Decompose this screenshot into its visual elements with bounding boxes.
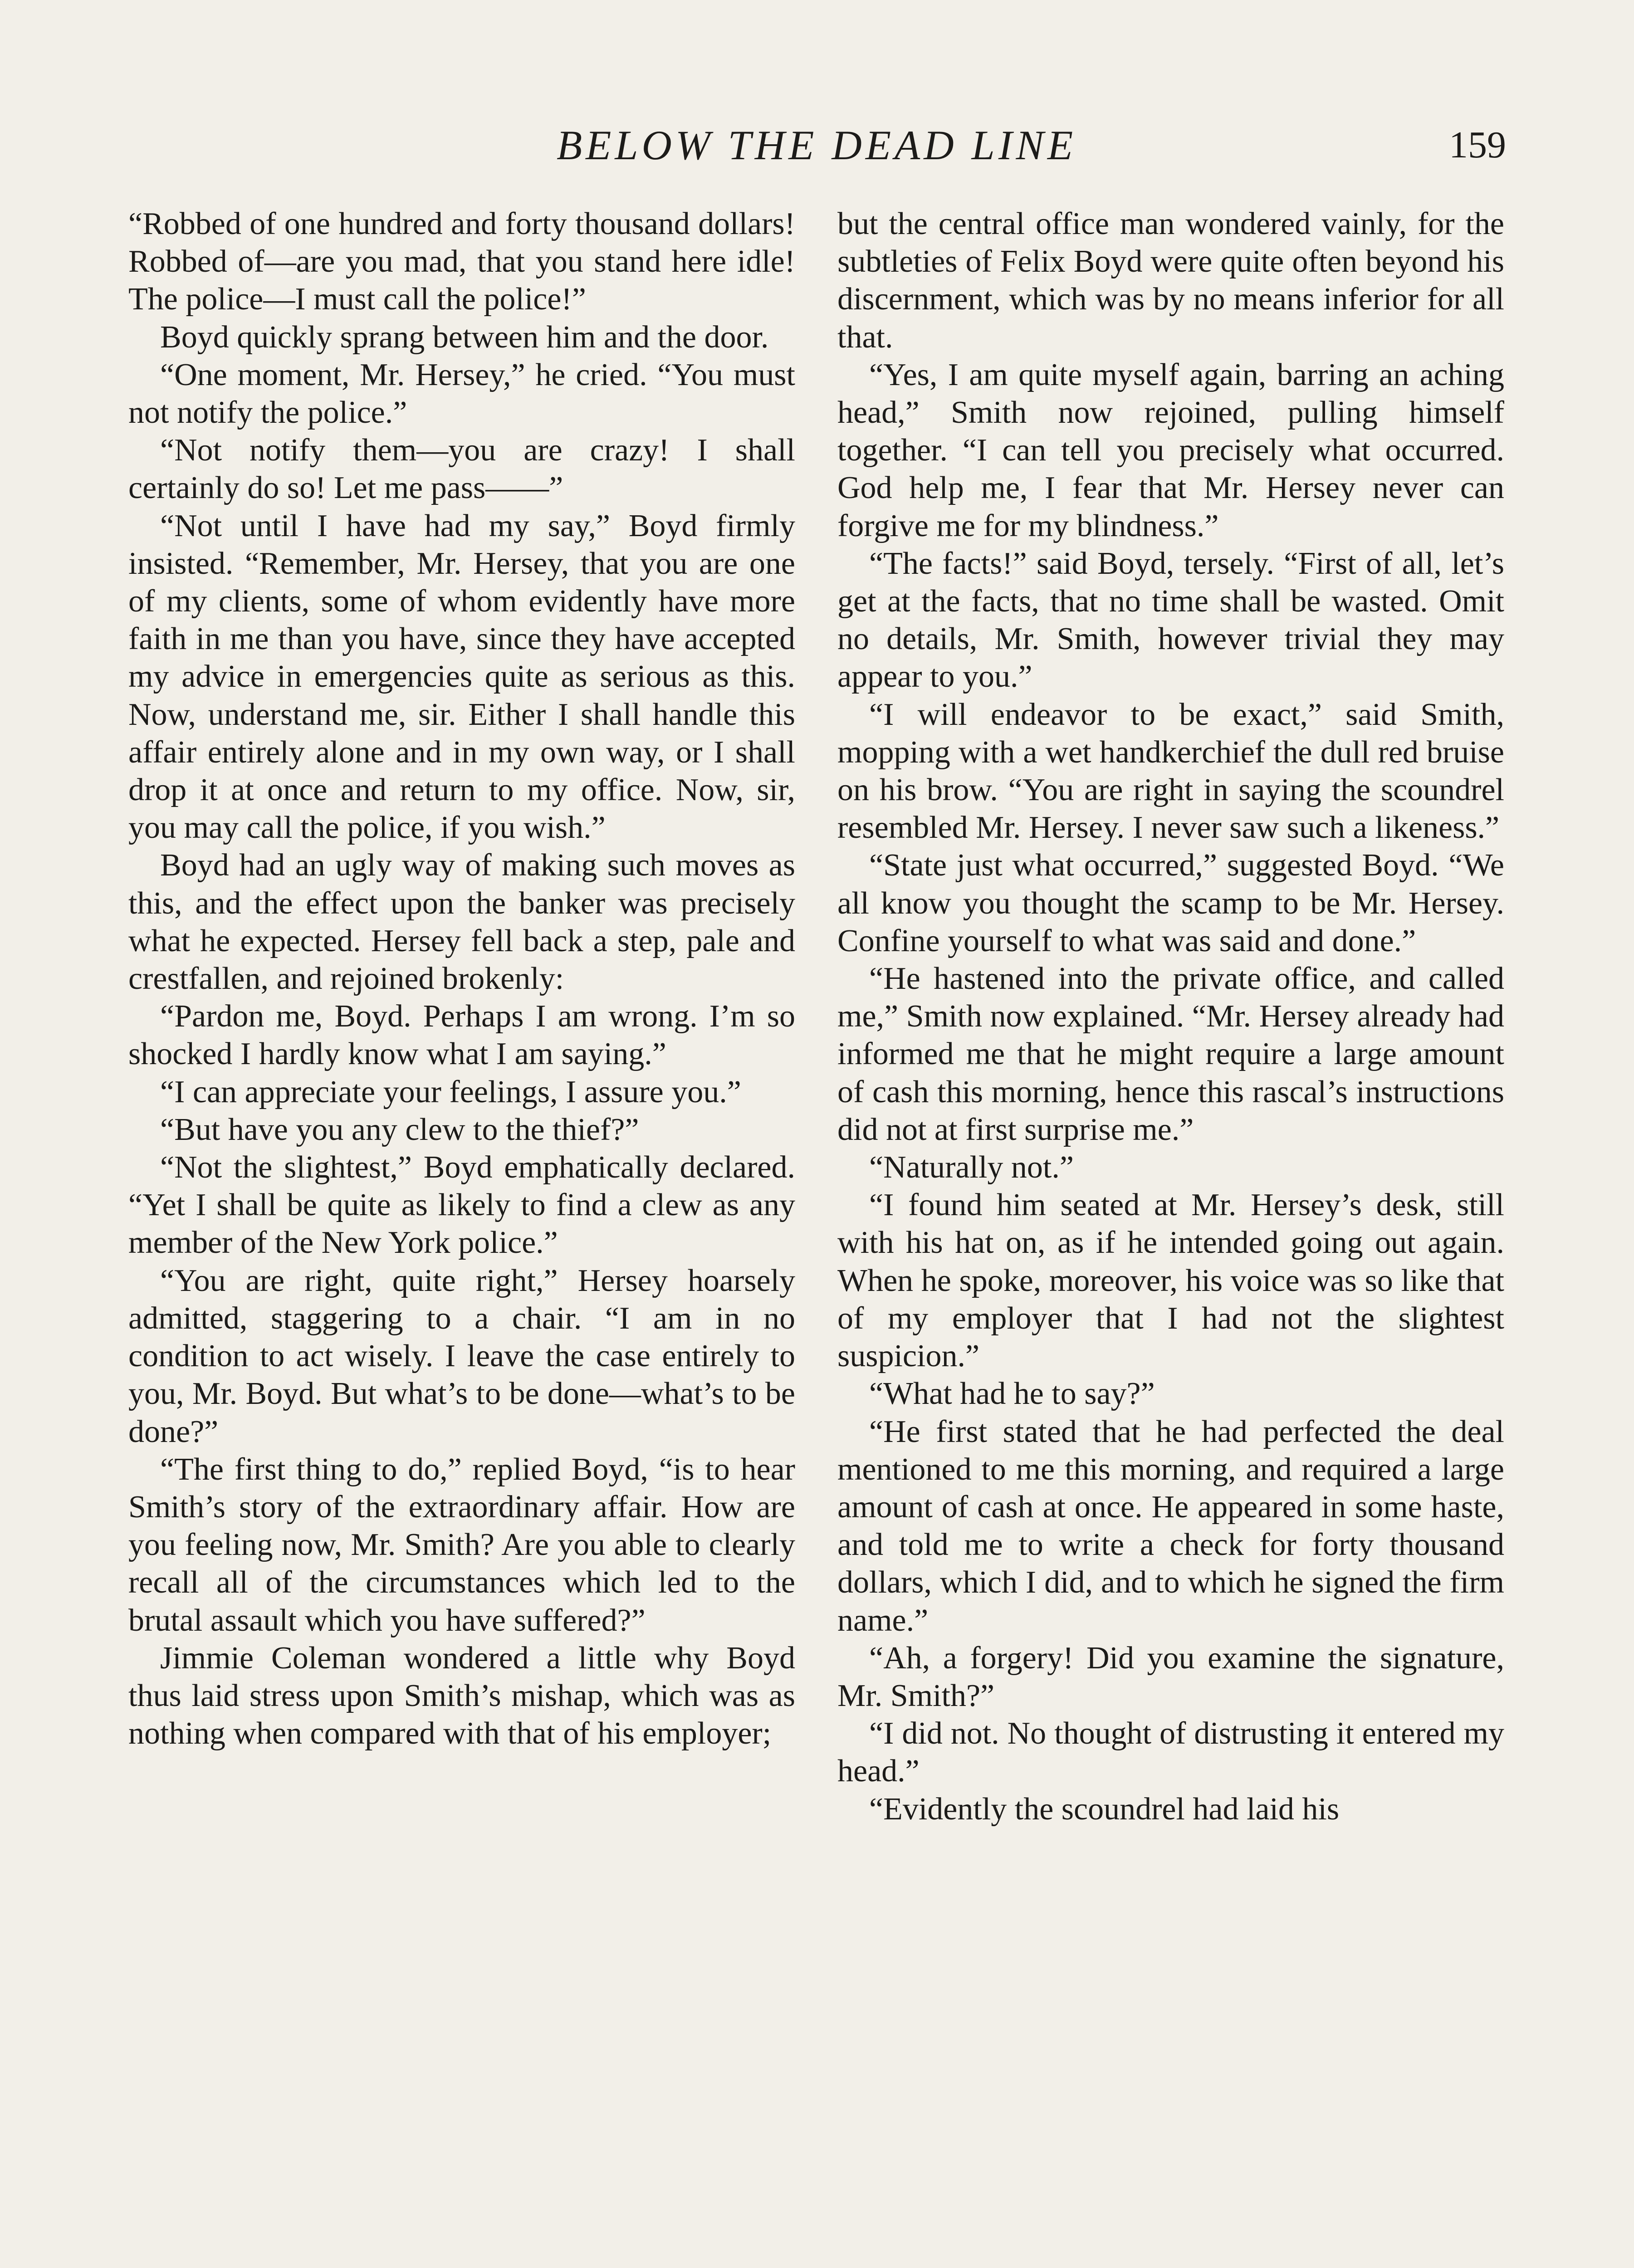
- running-title: BELOW THE DEAD LINE: [556, 122, 1077, 168]
- paragraph: Boyd quickly sprang between him and the door.: [160, 319, 769, 355]
- paragraph: “Yes, I am quite myself again, barring an aching head,” Smith now rejoined, pulling himself together. “I can tell you precisely what occurred. God help me, I fear that Mr. Hersey never can forgive me for my blindness.”: [837, 357, 1504, 543]
- paragraph: “Not until I have had my say,” Boyd firmly insisted. “Remember, Mr. Hersey, that you are one of my clients, some of whom evidently have more faith in me than you have, since they have accepted my advice in emergencies quite as serious as this. Now, understand me, sir. Either I shall handle this affair entirely alone and in my own way, or I shall drop it at once and return to my office. Now, sir, you may call the police, if you wish.”: [128, 508, 795, 846]
- paragraph: “Evidently the scoundrel had laid his: [869, 1791, 1340, 1827]
- paragraph: “What had he to say?”: [869, 1376, 1155, 1412]
- paragraph: “Ah, a forgery! Did you examine the signature, Mr. Smith?”: [837, 1640, 1504, 1713]
- paragraph: Boyd had an ugly way of making such moves as this, and the effect upon the banker was precisely what he expected. Hersey fell back a step, pale and crestfallen, and rejoined brokenly:: [128, 848, 795, 997]
- paragraph: “He hastened into the private office, and called me,” Smith now explained. “Mr. Hersey already had informed me that he might require a large amount of cash this morning, hence this rascal’s instructions did not at first surprise me.”: [837, 961, 1504, 1147]
- paragraph: “Naturally not.”: [869, 1150, 1074, 1185]
- paragraph: “Robbed of one hundred and forty thousand dollars! Robbed of—are you mad, that you stand here idle! The police—I must call the police!”: [128, 206, 795, 317]
- page-number: 159: [1449, 124, 1506, 166]
- paragraph: Jimmie Coleman wondered a little why Boyd thus laid stress upon Smith’s mishap, which was as nothing when compared with that of his employer;: [128, 1640, 795, 1751]
- paragraph: “Not the slightest,” Boyd emphatically declared. “Yet I shall be quite as likely to find a clew as any member of the New York police.”: [128, 1150, 795, 1261]
- paragraph: “The first thing to do,” replied Boyd, “is to hear Smith’s story of the extraordinary affair. How are you feeling now, Mr. Smith? Are you able to clearly recall all of the circumstances which led to the brutal assault which you have suffered?”: [128, 1452, 795, 1638]
- paragraph: “Pardon me, Boyd. Perhaps I am wrong. I’m so shocked I hardly know what I am saying.”: [128, 999, 795, 1072]
- paragraph: “But have you any clew to the thief?”: [160, 1112, 639, 1147]
- paragraph: “One moment, Mr. Hersey,” he cried. “You must not notify the police.”: [128, 357, 795, 430]
- paragraph: “I found him seated at Mr. Hersey’s desk, still with his hat on, as if he intended going out again. When he spoke, moreover, his voice was so like that of my employer that I had not the slightest suspicion.”: [837, 1188, 1504, 1374]
- paragraph: “He first stated that he had perfected the deal mentioned to me this morning, and required a large amount of cash at once. He appeared in some haste, and told me to write a check for forty thousand dollars, which I did, and to which he signed the firm name.”: [837, 1414, 1504, 1638]
- paragraph: “I can appreciate your feelings, I assure you.”: [160, 1074, 741, 1110]
- paragraph: “Not notify them—you are crazy! I shall certainly do so! Let me pass——”: [128, 433, 795, 506]
- paragraph: “The facts!” said Boyd, tersely. “First of all, let’s get at the facts, that no time shall be wasted. Omit no details, Mr. Smith, however trivial they may appear to you.”: [837, 546, 1504, 694]
- page-header: [127, 116, 1506, 175]
- paragraph: “State just what occurred,” suggested Boyd. “We all know you thought the scamp to be Mr. Hersey. Confine yourself to what was said and done.”: [837, 848, 1504, 958]
- paragraph: but the central office man wondered vainly, for the subtleties of Felix Boyd were quite often beyond his discernment, which was by no means inferior for all that.: [837, 206, 1504, 355]
- right-column: [837, 205, 1504, 1828]
- paragraph: “I did not. No thought of distrusting it entered my head.”: [837, 1716, 1504, 1789]
- left-column: [128, 205, 795, 1752]
- paragraph: “I will endeavor to be exact,” said Smith, mopping with a wet handkerchief the dull red bruise on his brow. “You are right in saying the scoundrel resembled Mr. Hersey. I never saw such a likeness.”: [837, 697, 1504, 846]
- paragraph: “You are right, quite right,” Hersey hoarsely admitted, staggering to a chair. “I am in no condition to act wisely. I leave the case entirely to you, Mr. Boyd. But what’s to be done—what’s to be done?”: [128, 1263, 795, 1449]
